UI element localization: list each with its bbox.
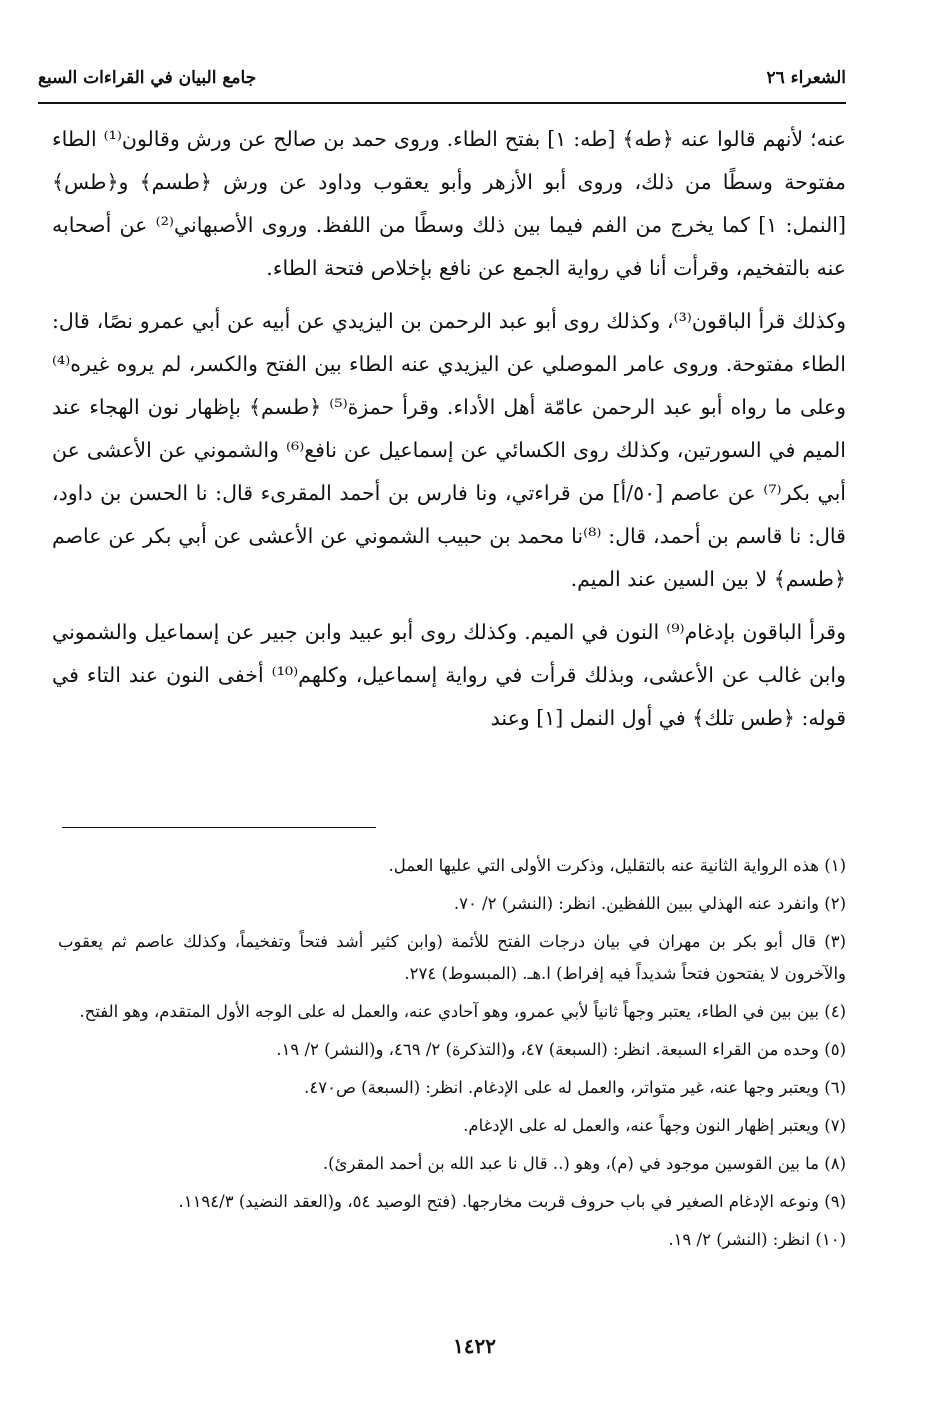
- footnote: (٢) وانفرد عنه الهذلي ببين اللفظين. انظر: (النشر) ٢/ ٧٠.: [453, 894, 846, 913]
- footnote: (٩) ونوعه الإدغام الصغير في باب حروف قربت مخارجها. (فتح الوصيد ٥٤، و(العقد النضيد) ١١٩٤/٣.: [178, 1192, 846, 1211]
- footnote: (١) هذه الرواية الثانية عنه بالتقليل، وذكرت الأولى التي عليها العمل.: [388, 856, 846, 875]
- footnote-separator: [62, 827, 376, 828]
- footnote: (٣) قال أبو بكر بن مهران في بيان درجات الفتح للأئمة (وابن كثير أشد فتحاً وتفخيماً، وكذلك عاصم ثم يعقوب والآخرون لا يفتحون فتحاً شديداً فيه إفراط) ا.هـ. (المبسوط) ٢٧٤.: [58, 932, 846, 983]
- paragraph: عنه؛ لأنهم قالوا عنه ﴿طه﴾ [طه: ١] بفتح الطاء. وروى حمد بن صالح عن ورش وقالون⁽¹⁾ الطاء مفتوحة وسطًا من ذلك، وروى أبو الأزهر وأبو يعقوب وداود عن ورش ﴿طسم﴾ و﴿طس﴾ [النمل: ١] كما يخرج من الفم فيما بين ذلك وسطًا من اللفظ. وروى الأصبهاني⁽²⁾ عن أصحابه عنه بالتفخيم، وقرأت أنا في رواية الجمع عن نافع بإخلاص فتحة الطاء.: [52, 127, 846, 280]
- footnote: (٦) ويعتبر وجها عنه، غير متواتر، والعمل له على الإدغام. انظر: (السبعة) ص٤٧٠.: [304, 1078, 846, 1097]
- footnote: (٤) بين بين في الطاء، يعتبر وجهاً ثانياً لأبي عمرو، وهو آحادي عنه، والعمل له على الوجه الأول المتقدم، وهو الفتح.: [79, 1002, 846, 1021]
- running-header: [38, 62, 846, 104]
- header-surah: الشعراء ٢٦: [766, 68, 846, 88]
- footnote: (٨) ما بين القوسين موجود في (م)، وهو (.. قال نا عبد الله بن أحمد المقرئ).: [322, 1154, 846, 1173]
- footnote: (٥) وحده من القراء السبعة. انظر: (السبعة) ٤٧، و(التذكرة) ٢/ ٤٦٩، و(النشر) ٢/ ١٩.: [276, 1040, 846, 1059]
- paragraph: وكذلك قرأ الباقون⁽³⁾، وكذلك روى أبو عبد الرحمن بن اليزيدي عن أبيه عن أبي عمرو نصًا، قال: الطاء مفتوحة. وروى عامر الموصلي عن اليزيدي عنه الطاء بين الفتح والكسر، لم يروه غيره⁽⁴⁾ وعلى ما رواه أبو عبد الرحمن عامّة أهل الأداء. وقرأ حمزة⁽⁵⁾ ﴿طسم﴾ بإظهار نون الهجاء عند الميم في السورتين، وكذلك روى الكسائي عن إسماعيل عن نافع⁽⁶⁾ والشموني عن الأعشى عن أبي بكر⁽⁷⁾ عن عاصم [٥٠/أ] من قراءتي، ونا فارس بن أحمد المقرىء قال: نا الحسن بن داود، قال: نا قاسم بن أحمد، قال: ⁽⁸⁾نا محمد بن حبيب الشموني عن الأعشى عن أبي بكر عن عاصم ﴿طسم﴾ لا بين السين عند الميم.: [52, 309, 846, 591]
- footnote: (٧) ويعتبر إظهار النون وجهاً عنه، والعمل له على الإدغام.: [463, 1116, 846, 1135]
- footnotes: [58, 850, 846, 1262]
- page-number: ١٤٢٢: [453, 1334, 496, 1358]
- paragraph: وقرأ الباقون بإدغام⁽⁹⁾ النون في الميم. وكذلك روى أبو عبيد وابن جبير عن إسماعيل والشموني وابن غالب عن الأعشى، وبذلك قرأت في رواية إسماعيل، وكلهم⁽¹⁰⁾ أخفى النون عند التاء في قوله: ﴿طس تلك﴾ في أول النمل [١] وعند: [52, 620, 846, 730]
- header-book-title: جامع البيان في القراءات السبع: [38, 68, 257, 88]
- footnote: (١٠) انظر: (النشر) ٢/ ١٩.: [668, 1230, 846, 1249]
- main-text: [52, 118, 846, 750]
